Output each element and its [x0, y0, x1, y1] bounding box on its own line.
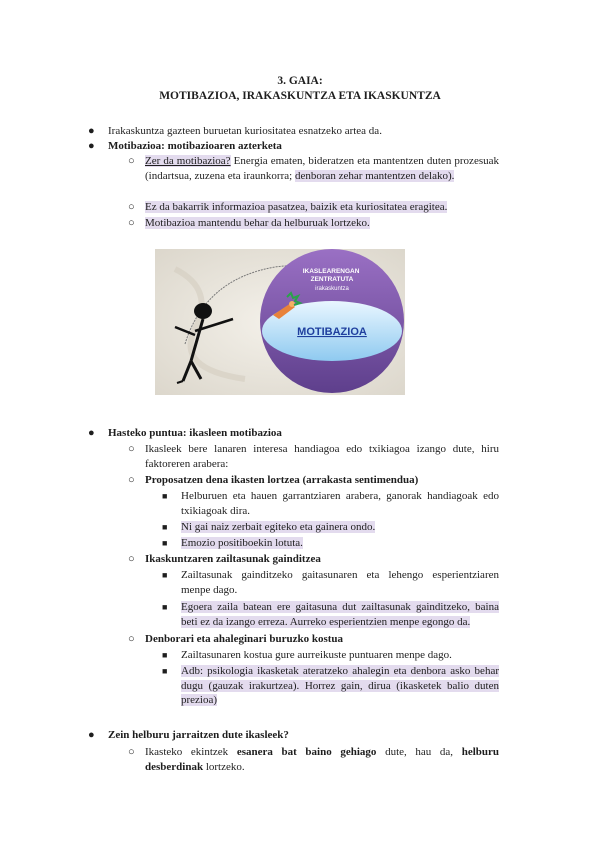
page-title-number: 3. GAIA: — [277, 75, 323, 87]
center-label: MOTIBAZIOA — [297, 326, 367, 338]
circle-bullet-icon: ○ — [128, 474, 135, 486]
circle-bullet-icon: ○ — [128, 201, 135, 213]
group1-item-3: Emozio positiboekin lotuta. — [181, 537, 303, 549]
motivation-figure — [155, 249, 405, 395]
disc-bullet-icon: ● — [88, 427, 95, 439]
circle-bullet-icon: ○ — [128, 746, 135, 758]
page-title: MOTIBAZIOA, IRAKASKUNTZA ETA IKASKUNTZA — [159, 90, 441, 102]
square-bullet-icon: ■ — [162, 602, 168, 612]
disc-bullet-icon: ● — [88, 125, 95, 137]
sphere-top-label: IKASLEARENGAN ZENTRATUTA — [302, 268, 360, 283]
circle-bullet-icon: ○ — [128, 553, 135, 565]
square-bullet-icon: ■ — [162, 522, 168, 532]
circle-bullet-icon: ○ — [128, 633, 135, 645]
section3-heading: Zein helburu jarraitzen dute ikasleek? — [108, 729, 289, 741]
group3-title: Denborari eta ahaleginari buruzko kostua — [145, 633, 344, 645]
group1-item-1: Helburuen eta hauen garrantziaren arabera, ganorak handiagoak edo txikiagoak dira. — [181, 490, 499, 517]
disc-bullet-icon: ● — [88, 140, 95, 152]
section1-item-2: Ez da bakarrik informazioa pasatzea, baizik eta kuriositatea eragitea. — [145, 201, 448, 213]
group1-item-2: Ni gai naiz zerbait egiteko eta gainera ondo. — [181, 521, 376, 533]
section1-item-definition: Zer da motibazioa? Energia ematen, bideratzen eta mantentzen duten prozesuak (indartsua, zuzena eta iraunkorra; denboran zehar mantentzen delako). — [145, 155, 499, 182]
intro-text: Irakaskuntza gazteen buruetan kuriositatea esnatzeko artea da. — [108, 125, 382, 137]
group3-item-1: Zailtasunaren kostua gure aurreikuste puntuaren menpe dago. — [181, 649, 452, 661]
circle-bullet-icon: ○ — [128, 155, 135, 167]
section1-item-3: Motibazioa mantendu behar da helburuak lortzeko. — [145, 217, 370, 229]
group1-title: Proposatzen dena ikasten lortzea (arrakasta sentimendua) — [145, 474, 419, 486]
group2-title: Ikaskuntzaren zailtasunak gainditzea — [145, 553, 321, 565]
group2-item-1: Zailtasunak gainditzeko gaitasunaren eta lehengo esperientziaren menpe dago. — [181, 569, 499, 596]
section2-intro: Ikasleek bere lanaren interesa handiagoa edo txikiagoa izango dute, hiru faktoreren arabera: — [145, 443, 499, 470]
square-bullet-icon: ■ — [162, 538, 168, 548]
group3-item-2: Adb: psikologia ikasketak ateratzeko ahalegin eta denbora asko behar dugu (gauzak irakurtzea). Horrez gain, dirua (ikasketek balio duten prezioa) — [181, 665, 499, 706]
disc-bullet-icon: ● — [88, 729, 95, 741]
section3-item: Ikasteko ekintzek esanera bat baino gehiago dute, hau da, helburu desberdinak lortzeko. — [145, 746, 499, 773]
square-bullet-icon: ■ — [162, 666, 168, 676]
section2-heading: Hasteko puntua: ikasleen motibazioa — [108, 427, 282, 439]
circle-bullet-icon: ○ — [128, 217, 135, 229]
square-bullet-icon: ■ — [162, 491, 168, 501]
circle-bullet-icon: ○ — [128, 443, 135, 455]
sphere-sub-label: irakaskuntza — [315, 286, 349, 292]
square-bullet-icon: ■ — [162, 650, 168, 660]
section1-heading: Motibazioa: motibazioaren azterketa — [108, 140, 282, 152]
group2-item-2: Egoera zaila batean ere gaitasuna dut zailtasunak gainditzeko, baina beti ez da izango erreza. Aurreko esperientzien menpe egongo da. — [181, 601, 499, 628]
square-bullet-icon: ■ — [162, 570, 168, 580]
